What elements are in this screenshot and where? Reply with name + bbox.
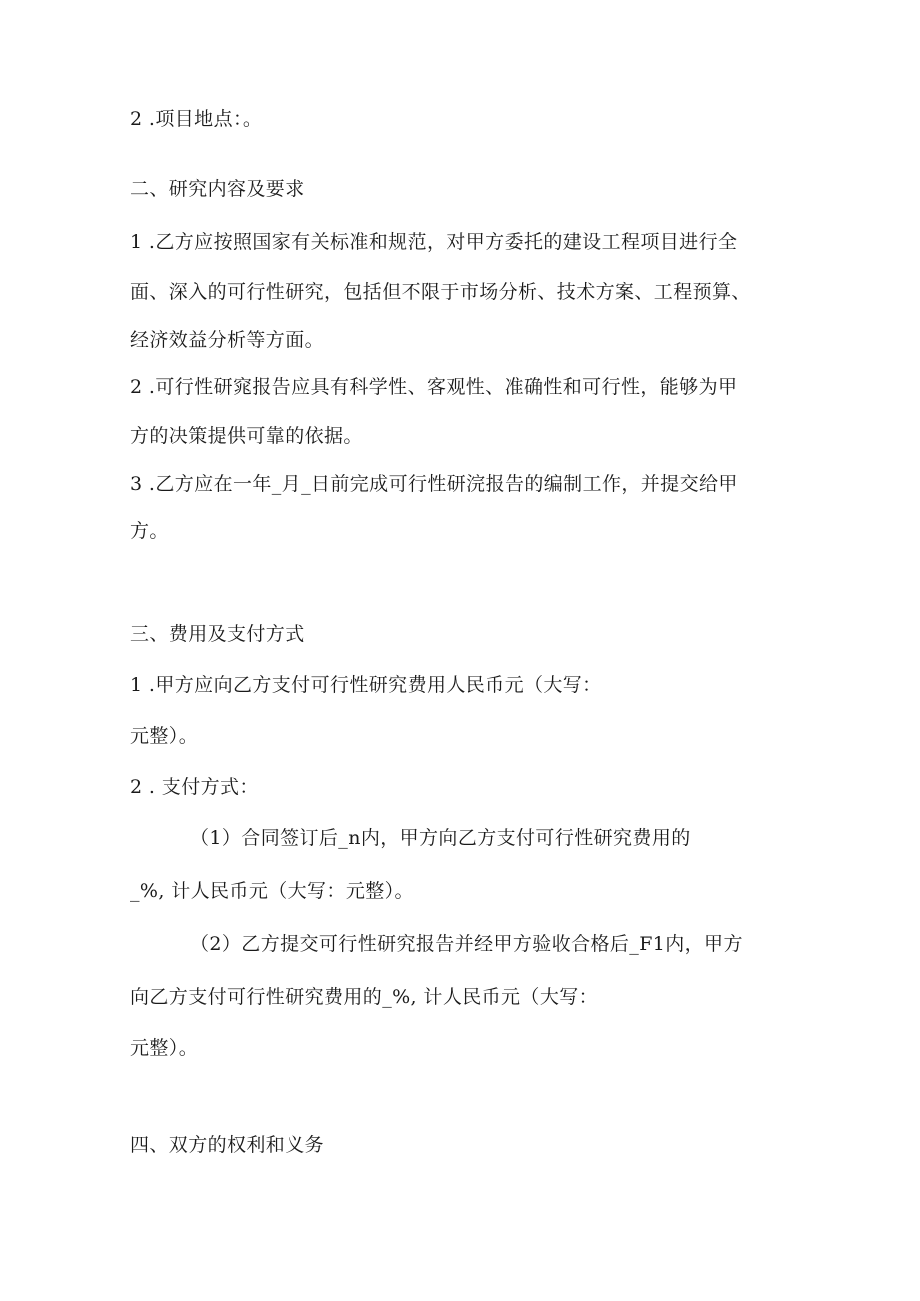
paragraph-line: （1）合同签订后_n内，甲方向乙方支付可行性研究费用的: [190, 827, 691, 849]
item-project-location: 2 .项目地点：。: [130, 108, 263, 130]
paragraph-line: （2）乙方提交可行性研究报告并经甲方验收合格后_F1内，甲方: [190, 933, 743, 955]
paragraph-line: 1 .乙方应按照国家有关标准和规范，对甲方委托的建设工程项目进行全: [130, 231, 738, 253]
paragraph-line: _%, 计人民币元（大写：元整）。: [130, 880, 414, 902]
paragraph-line: 经济效益分析等方面。: [130, 329, 325, 351]
paragraph-line: 1 .甲方应向乙方支付可行性研究费用人民币元（大写：: [130, 674, 602, 696]
paragraph-line: 方的决策提供可靠的依据。: [130, 425, 363, 447]
paragraph-line: 元整）。: [130, 1037, 199, 1059]
paragraph-line: 向乙方支付可行性研究费用的_%, 计人民币元（大写：: [130, 986, 599, 1008]
section-heading-fees: 三、费用及支付方式: [130, 623, 305, 645]
section-heading-rights: 四、双方的权利和义务: [130, 1134, 325, 1156]
paragraph-line: 元整）。: [130, 725, 199, 747]
paragraph-line: 面、深入的可行性研究，包括但不限于市场分析、技术方案、工程预算、: [130, 281, 751, 303]
paragraph-line: 3 .乙方应在一年_月_日前完成可行性研浣报告的编制工作，并提交给甲: [130, 473, 738, 495]
paragraph-line: 方。: [130, 520, 169, 542]
paragraph-line: 2 .可行性研窕报告应具有科学性、客观性、准确性和可行性，能够为甲: [130, 376, 738, 398]
paragraph-line: 2 . 支付方式：: [130, 776, 259, 798]
section-heading-research: 二、研究内容及要求: [130, 178, 305, 200]
